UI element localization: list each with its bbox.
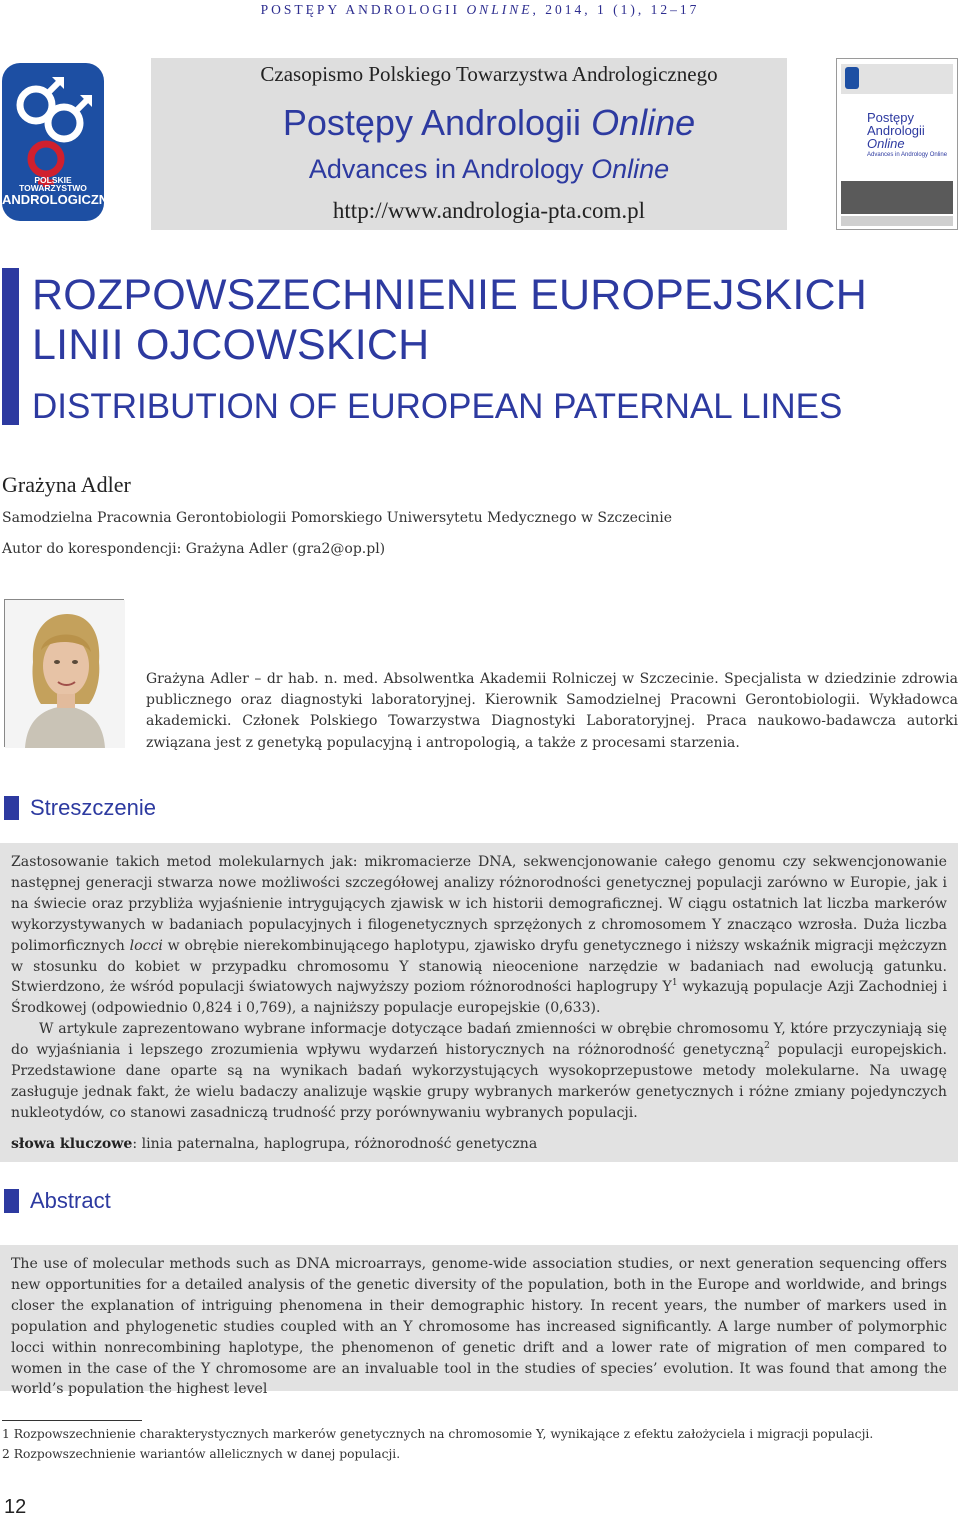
article-title-pl: ROZPOWSZECHNIENIE EUROPEJSKICH LINII OJCOWSKICH: [32, 271, 868, 369]
author-affiliation: Samodzielna Pracownia Gerontobiologii Pomorskiego Uniwersytetu Medycznego w Szczecinie: [2, 510, 672, 526]
journal-society: Czasopismo Polskiego Towarzystwa Andrologicznego: [260, 62, 718, 86]
journal-title-pl: Postępy Andrologii Online: [282, 102, 696, 143]
streszczenie-paragraph-2: W artykule zaprezentowano wybrane informacje dotyczące badań zmienności w obrębie chromosomu Y, które przyczyniają się do wyjaśniania i lepszego zrozumienia wpływu wydarzeń historycznych na różnorodność genetyczną$^2$ populacji europejskich. Przedstawione dane oparte są na wynikach badań wykorzystujących wysokoprzepustowe metody molekularne. Na uwagę zasługuje jednak fakt, że wielu badaczy analizuje wąskie grupy wybranych markerów genetycznych i różne zmiany pojedynczych nukleotydów, co stanowi zasadniczą trudność przy porównywaniu wybranych populacji.: [11, 1021, 948, 1121]
streszczenie-paragraph-1: Zastosowanie takich metod molekularnych jak: mikromacierze DNA, sekwencjonowanie całego genomu czy sekwencjonowanie następnej generacji stwarza nowe możliwości szczegółowej analizy różnorodności genetycznej populacji zarówno w Europie, jak i na świecie oraz przybliża wyjaśnienie intrygujących zjawisk w ich historii demograficznej. W ciągu ostatnich lat liczba markerów wykorzystywanych w badaniach populacyjnych i filogenetycznych sprzężonych z chromosomem Y znacząco wzrosła. Duża liczba polimorficznych locci w obrębie nierekombinującego haplotypu, zjawisko dryfu genetycznego i niższy wskaźnik migracji mężczyzn w stosunku do kobiet w przypadku chromosomu Y stanowią nieocenione narzędzie w badaniach nad ewolucją gatunku. Stwierdzono, że wśród populacji światowych najwyższy poziom różnorodności haplogrupy $Y^1$ wykazują populacje Azji Zachodniej i Środkowej (odpowiednio 0,824 i 0,769), a najniższy populacje europejskie (0,633).: [11, 854, 947, 1017]
author-bio: Grażyna Adler – dr hab. n. med. Absolwentka Akademii Rolniczej w Szczecinie. Specjalista w dziedzinie zdrowia publicznego oraz diagnostyki laboratoryjnej. Kierownik Samodzielnej Pracowni Gerontobiologii. Wykładowca akademicki. Członek Polskiego Towarzystwa Diagnostyki Laboratoryjnej. Praca naukowo-badawcza autorki związana jest z genetyką populacyjną i antropologią, a także z procesami starzenia.: [146, 671, 958, 751]
journal-cover-thumbnail: [836, 58, 958, 230]
abstract-paragraph: The use of molecular methods such as DNA microarrays, genome-wide association studies, or next generation sequencing offers new opportunities for a detailed analysis of the genetic diversity of the population, both in the Europe and worldwide, and brings closer the explanation of intriguing phenomena in their demographic history. In recent years, the number of markers used in population and phylogenetic studies coupled with an Y chromosome has increased significantly. A large number of polymorphic locci within nonrecombining haplotype, the phenomenon of genetic drift and a lower rate of migration of men compared to women in the case of the Y chromosome are an invaluable tool in the studies of species’ evolution. It was found that among the world’s population the highest level: [11, 1256, 947, 1398]
journal-url-link[interactable]: http://www.andrologia-pta.com.pl: [332, 198, 646, 223]
abstract-box: [0, 1245, 958, 1398]
cover-title: Postępy Andrologii Online: [867, 110, 925, 151]
cover-logo-icon: [845, 67, 859, 89]
keywords-line: słowa kluczowe: linia paternalna, haplogrupa, różnorodność genetyczna: [11, 1135, 538, 1152]
section-marker-streszczenie: [4, 796, 19, 820]
logo-text-line2: ANDROLOGICZNE: [2, 192, 117, 208]
heading-streszczenie: Streszczenie: [30, 795, 156, 820]
author-photo: [4, 599, 124, 747]
logo-text-line1: POLSKIE TOWARZYSTWO: [19, 174, 87, 194]
journal-title-en: Advances in Andrology Online: [308, 154, 670, 184]
footnote-2: 2 Rozpowszechnienie wariantów allelicznych w danej populacji.: [2, 1447, 401, 1461]
journal-header: [151, 58, 787, 230]
heading-abstract: Abstract: [30, 1188, 111, 1213]
section-marker-abstract: [4, 1189, 19, 1213]
article-title-en: DISTRIBUTION OF EUROPEAN PATERNAL LINES: [32, 387, 843, 426]
title-accent-bar: [2, 268, 19, 425]
streszczenie-box: [0, 843, 958, 1162]
footnote-1: 1 Rozpowszechnienie charakterystycznych markerów genetycznych na chromosomie Y, wynikające z efektu założyciela i migracji populacji.: [2, 1427, 874, 1441]
page-number: 12: [4, 1496, 27, 1518]
running-header: POSTĘPY ANDROLOGII ONLINE, 2014, 1 (1), 12–17: [260, 2, 700, 17]
footnote-rule: [2, 1420, 142, 1421]
correspondence-line: Autor do korespondencji: Grażyna Adler (gra2@op.pl): [2, 541, 386, 557]
society-logo: [2, 63, 117, 221]
cover-image: [841, 181, 953, 214]
author-name: Grażyna Adler: [2, 472, 131, 497]
cover-subtitle: Advances in Andrology Online: [867, 152, 948, 158]
cover-footer: [841, 216, 953, 226]
